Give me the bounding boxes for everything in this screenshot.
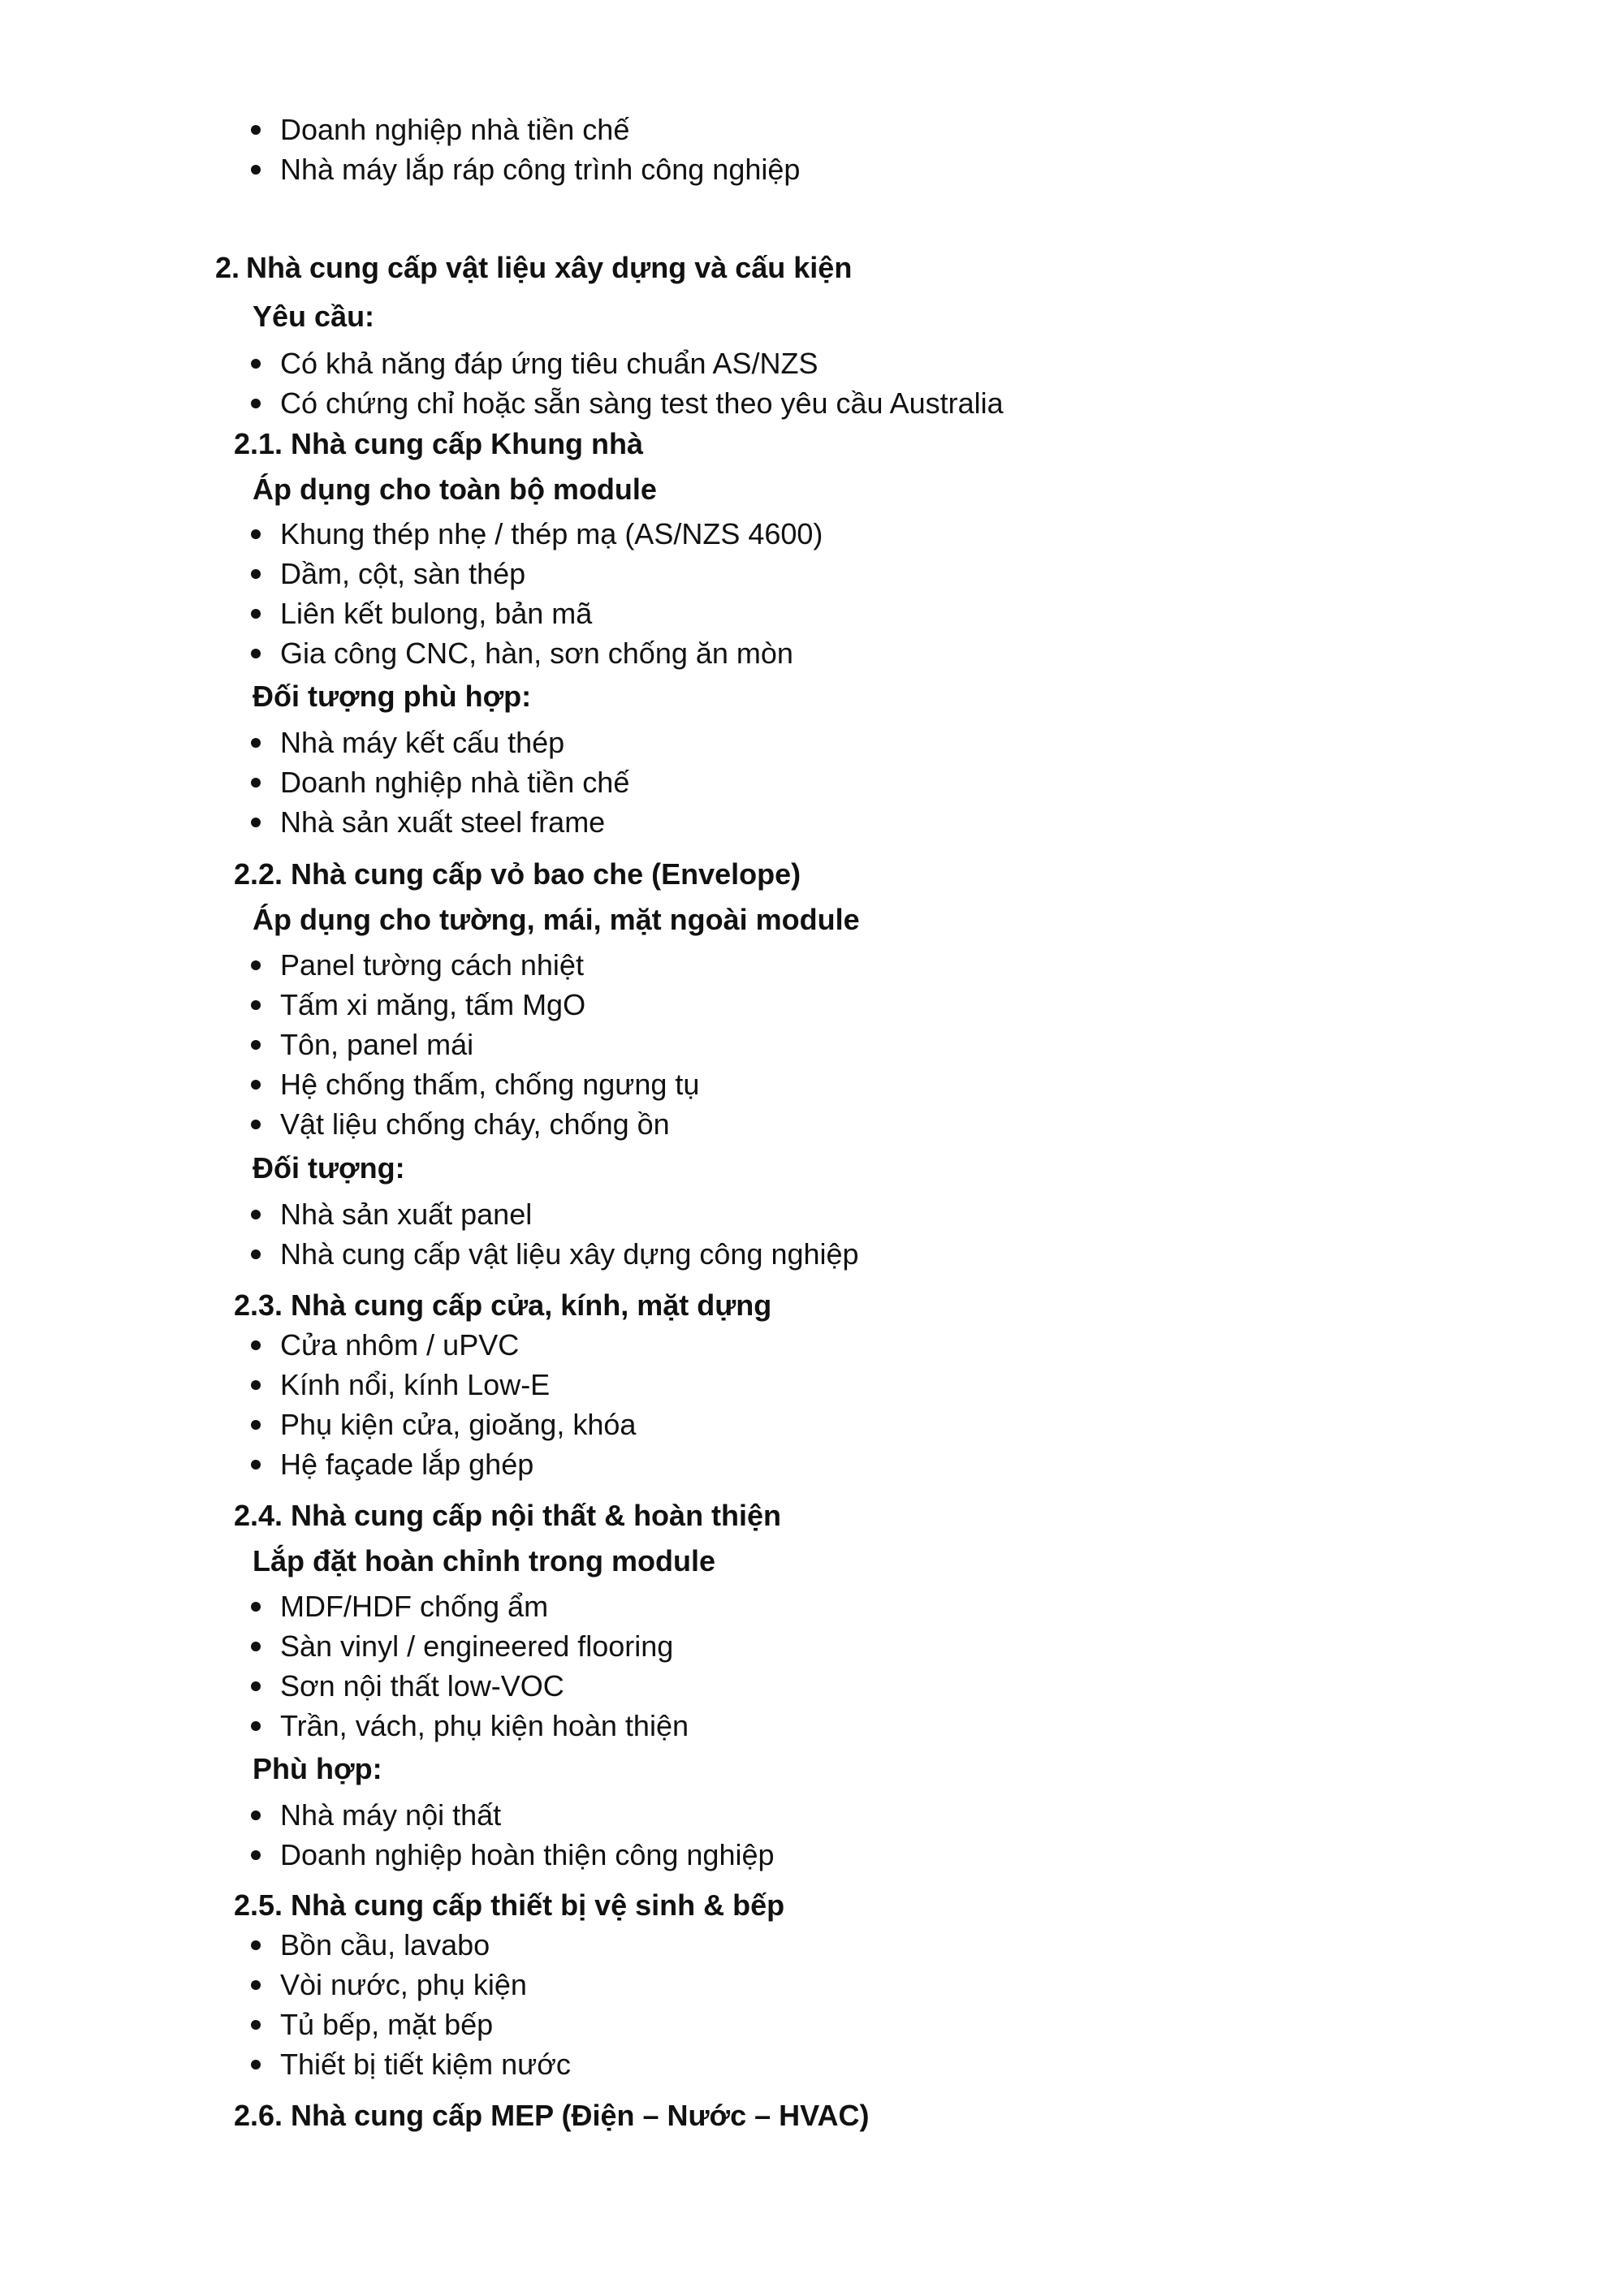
section-2-4-list (0, 1586, 1543, 1746)
section-2-6-heading: 2.6. Nhà cung cấp MEP (Điện – Nước – HVAC) (234, 2099, 870, 2132)
section-2-2-heading: 2.2. Nhà cung cấp vỏ bao che (Envelope) (234, 857, 801, 891)
list-item: Tủ bếp, mặt bếp (0, 2005, 1543, 2044)
section-2-5-heading: 2.5. Nhà cung cấp thiết bị vệ sinh & bếp (234, 1888, 785, 1922)
section-2-1-fit-label: Đối tượng phù hợp: (253, 680, 532, 713)
list-item: Nhà sản xuất panel (0, 1194, 1543, 1234)
section-2-2-list (0, 945, 1543, 1144)
section-2-2-fit-list (0, 1194, 1543, 1274)
section-2-4-heading: 2.4. Nhà cung cấp nội thất & hoàn thiện (234, 1499, 782, 1532)
list-item: Sàn vinyl / engineered flooring (0, 1626, 1543, 1666)
section-2-4-fit-list (0, 1795, 1543, 1875)
section-2-2-apply: Áp dụng cho tường, mái, mặt ngoài module (253, 903, 860, 936)
section-2-1-list (0, 514, 1543, 673)
list-item: Vật liệu chống cháy, chống ồn (0, 1104, 1543, 1144)
section-2-3-list (0, 1325, 1543, 1484)
list-item: Liên kết bulong, bản mã (0, 593, 1543, 633)
list-item: Doanh nghiệp hoàn thiện công nghiệp (0, 1835, 1543, 1875)
list-item: MDF/HDF chống ẩm (0, 1586, 1543, 1626)
list-item: Phụ kiện cửa, gioăng, khóa (0, 1405, 1543, 1444)
section-2-4-fit-label: Phù hợp: (253, 1752, 382, 1785)
list-item: Bồn cầu, lavabo (0, 1925, 1543, 1965)
section-2-2-fit-label: Đối tượng: (253, 1151, 405, 1185)
section-2-3-heading: 2.3. Nhà cung cấp cửa, kính, mặt dựng (234, 1288, 772, 1322)
list-item: Gia công CNC, hàn, sơn chống ăn mòn (0, 633, 1543, 673)
section-2-title: Nhà cung cấp vật liệu xây dựng và cấu kiện (246, 251, 853, 284)
intro-list (0, 110, 1543, 189)
list-item: Có khả năng đáp ứng tiêu chuẩn AS/NZS (0, 343, 1543, 383)
list-item: Thiết bị tiết kiệm nước (0, 2044, 1543, 2084)
section-2-5-list (0, 1925, 1543, 2084)
list-item: Tôn, panel mái (0, 1025, 1543, 1064)
section-2-number: 2. (215, 251, 240, 284)
section-2-heading (0, 248, 1624, 287)
list-item: Dầm, cột, sàn thép (0, 554, 1543, 593)
section-2-4-apply: Lắp đặt hoàn chỉnh trong module (253, 1544, 715, 1577)
list-item: Doanh nghiệp nhà tiền chế (0, 762, 1543, 802)
requirements-label: Yêu cầu: (253, 300, 375, 333)
section-2-1-fit-list (0, 723, 1543, 842)
list-item: Kính nổi, kính Low-E (0, 1365, 1543, 1405)
list-item: Khung thép nhẹ / thép mạ (AS/NZS 4600) (0, 514, 1543, 554)
list-item: Nhà máy nội thất (0, 1795, 1543, 1835)
list-item: Tấm xi măng, tấm MgO (0, 985, 1543, 1025)
list-item: Hệ façade lắp ghép (0, 1444, 1543, 1484)
section-2-1-apply: Áp dụng cho toàn bộ module (253, 473, 657, 506)
list-item: Sơn nội thất low-VOC (0, 1666, 1543, 1706)
list-item: Nhà máy kết cấu thép (0, 723, 1543, 762)
list-item: Trần, vách, phụ kiện hoàn thiện (0, 1706, 1543, 1746)
list-item: Nhà sản xuất steel frame (0, 802, 1543, 842)
list-item: Doanh nghiệp nhà tiền chế (0, 110, 1543, 149)
list-item: Cửa nhôm / uPVC (0, 1325, 1543, 1365)
list-item: Nhà cung cấp vật liệu xây dựng công nghiệp (0, 1234, 1543, 1274)
list-item: Có chứng chỉ hoặc sẵn sàng test theo yêu cầu Australia (0, 383, 1543, 423)
list-item: Hệ chống thấm, chống ngưng tụ (0, 1064, 1543, 1104)
section-2-1-heading: 2.1. Nhà cung cấp Khung nhà (234, 427, 644, 460)
list-item: Panel tường cách nhiệt (0, 945, 1543, 985)
list-item: Vòi nước, phụ kiện (0, 1965, 1543, 2005)
list-item: Nhà máy lắp ráp công trình công nghiệp (0, 149, 1543, 189)
requirements-list (0, 343, 1543, 423)
